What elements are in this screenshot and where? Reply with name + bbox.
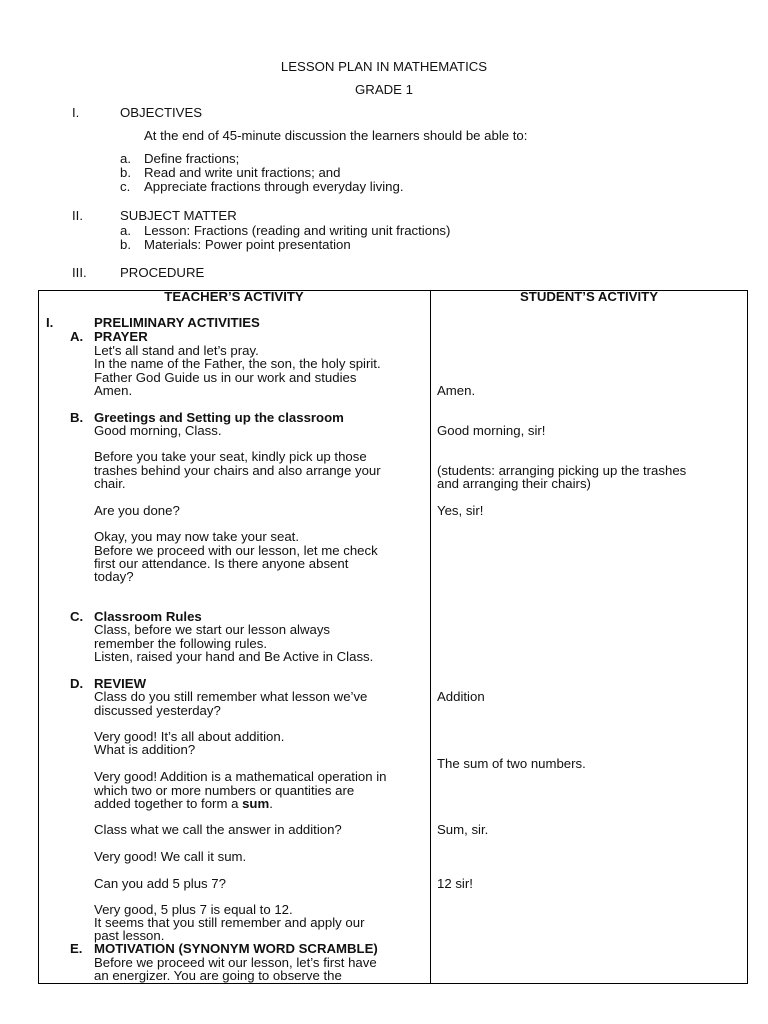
motivation-marker: E. — [70, 941, 83, 956]
teacher-line: Okay, you may now take your seat. — [94, 529, 299, 544]
teacher-line: Listen, raised your hand and Be Active in Class. — [94, 649, 374, 664]
teacher-line: chair. — [94, 476, 126, 491]
grade-label: GRADE 1 — [355, 82, 413, 97]
procedure-heading: PROCEDURE — [120, 265, 205, 280]
prayer-marker: A. — [70, 329, 84, 344]
teacher-line: Before we proceed wit our lesson, let’s first have — [94, 955, 377, 970]
objective-item: Define fractions; — [144, 151, 240, 166]
line-text: added together to form a — [94, 796, 243, 811]
teacher-line: Very good! It’s all about addition. — [94, 729, 285, 744]
student-response: Yes, sir! — [437, 503, 484, 518]
subject-matter-numeral: II. — [72, 208, 83, 223]
teacher-line: Amen. — [94, 383, 133, 398]
section-title: PRELIMINARY ACTIVITIES — [94, 315, 260, 330]
document-title: LESSON PLAN IN MATHEMATICS — [280, 59, 488, 74]
teacher-line: Class do you still remember what lesson we’ve — [94, 689, 368, 704]
review-title: REVIEW — [94, 676, 147, 691]
teacher-line: Class, before we start our lesson always — [94, 622, 331, 637]
teacher-line: discussed yesterday? — [94, 703, 221, 718]
teacher-line: In the name of the Father, the son, the holy spirit. — [94, 356, 381, 371]
student-response: Amen. — [437, 383, 476, 398]
column-divider — [430, 290, 431, 984]
objective-marker: c. — [120, 179, 131, 194]
rules-title: Classroom Rules — [94, 609, 202, 624]
teacher-line: which two or more numbers or quantities are — [94, 783, 355, 798]
teacher-line: It seems that you still remember and apply our — [94, 915, 365, 930]
objectives-heading: OBJECTIVES — [120, 105, 203, 120]
teacher-line: Before we proceed with our lesson, let me check — [94, 543, 378, 558]
student-response: 12 sir! — [437, 876, 473, 891]
subject-matter-marker: b. — [120, 237, 131, 252]
objective-marker: a. — [120, 151, 131, 166]
teacher-line: Class what we call the answer in addition? — [94, 822, 342, 837]
line-end: . — [269, 796, 273, 811]
teacher-line: Before you take your seat, kindly pick up those — [94, 449, 367, 464]
subject-matter-item: Lesson: Fractions (reading and writing unit fractions) — [144, 223, 451, 238]
teacher-line: first our attendance. Is there anyone absent — [94, 556, 349, 571]
prayer-title: PRAYER — [94, 329, 148, 344]
teacher-line: Good morning, Class. — [94, 423, 222, 438]
objectives-intro: At the end of 45-minute discussion the learners should be able to: — [144, 128, 528, 143]
teacher-line: an energizer. You are going to observe the — [94, 968, 342, 983]
greetings-marker: B. — [70, 410, 84, 425]
objective-item: Read and write unit fractions; and — [144, 165, 341, 180]
rules-marker: C. — [70, 609, 84, 624]
teacher-line: Father God Guide us in our work and studies — [94, 370, 357, 385]
objective-item: Appreciate fractions through everyday living. — [144, 179, 404, 194]
review-marker: D. — [70, 676, 84, 691]
subject-matter-marker: a. — [120, 223, 131, 238]
student-response: The sum of two numbers. — [437, 756, 586, 771]
teacher-line: today? — [94, 569, 134, 584]
teacher-line: Are you done? — [94, 503, 180, 518]
teacher-line: remember the following rules. — [94, 636, 267, 651]
motivation-title: MOTIVATION (SYNONYM WORD SCRAMBLE) — [94, 941, 378, 956]
subject-matter-heading: SUBJECT MATTER — [120, 208, 237, 223]
teacher-line: past lesson. — [94, 928, 165, 943]
section-numeral: I. — [46, 315, 54, 330]
teacher-line: trashes behind your chairs and also arrange your — [94, 463, 381, 478]
student-response: Sum, sir. — [437, 822, 489, 837]
subject-matter-item: Materials: Power point presentation — [144, 237, 351, 252]
objective-marker: b. — [120, 165, 131, 180]
procedure-numeral: III. — [72, 265, 87, 280]
student-activity-header: STUDENT’S ACTIVITY — [520, 289, 658, 304]
teacher-line: Let's all stand and let’s pray. — [94, 343, 259, 358]
student-response: Good morning, sir! — [437, 423, 546, 438]
teacher-line: Very good, 5 plus 7 is equal to 12. — [94, 902, 293, 917]
student-response: (students: arranging picking up the trashes — [437, 463, 687, 478]
teacher-line: What is addition? — [94, 742, 196, 757]
student-response: and arranging their chairs) — [437, 476, 591, 491]
teacher-line — [94, 797, 273, 811]
greetings-title: Greetings and Setting up the classroom — [94, 410, 344, 425]
teacher-activity-header: TEACHER’S ACTIVITY — [164, 289, 304, 304]
teacher-line: Can you add 5 plus 7? — [94, 876, 226, 891]
teacher-line: Very good! We call it sum. — [94, 849, 247, 864]
teacher-line: Very good! Addition is a mathematical operation in — [94, 769, 387, 784]
sum-emphasis: sum — [242, 796, 270, 811]
student-response: Addition — [437, 689, 485, 704]
objectives-numeral: I. — [72, 105, 80, 120]
